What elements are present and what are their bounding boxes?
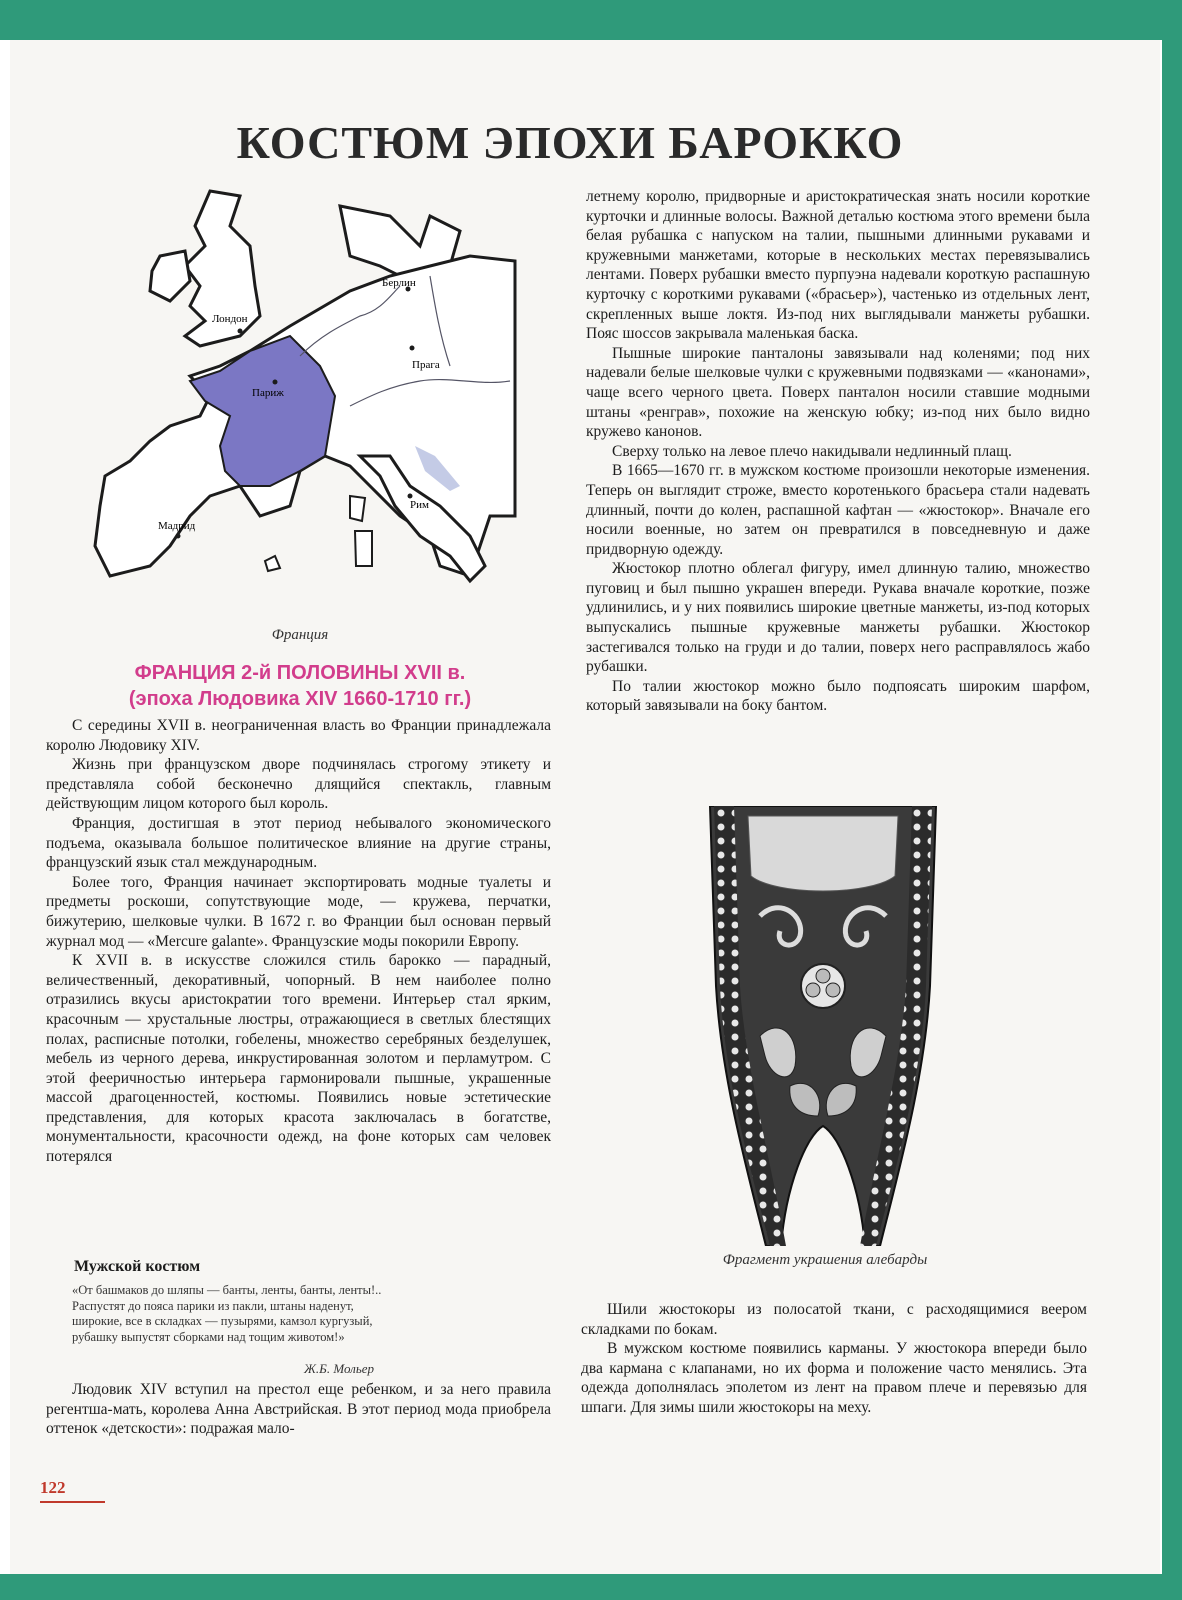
europe-map: [90, 186, 520, 616]
paragraph: Более того, Франция начинает экспортировать модные туалеты и предметы роскоши, сопутствующие моде, — кружева, перчатки, бижутерию, шелковые чулки. В 1672 г. во Франции был основан первый журнал мод — «Mercure galante». Французские моды покорили Европу.: [46, 873, 551, 950]
ornament-caption: Фрагмент украшения алебарды: [722, 1252, 928, 1268]
right-border-band: [1162, 0, 1182, 1600]
section-heading: [60, 660, 540, 712]
page-number: 122: [40, 1478, 66, 1497]
epigraph-quote: «От башмаков до шляпы — банты, ленты, банты, ленты!.. Распустят до пояса парики из пакли, штаны наденут, широкие, все в складках — пузырями, камзол кургузый, рубашку выпустят сборками над тощим животом!»: [72, 1283, 382, 1344]
city-dot-paris: [273, 380, 278, 385]
paragraph: летнему королю, придворные и аристократическая знать носили короткие курточки и длинные волосы. Важной деталью костюма этого времени была белая рубашка с напуском на талии, пышными длинными рукавами и кружевными манжетами, которые в нескольких местах перевязывались лентами. Поверх рубашки вместо пурпуэна надевали короткую распашную курточку с короткими рукавами («брасьер»), частенько из отдельных лент, скрепленных выше локтя. Из-под них выглядывали манжеты рубашки. Пояс шоссов закрывала маленькая баска.: [586, 188, 1090, 343]
right-column-text-bottom: [581, 1300, 1087, 1418]
section-heading-line2: (эпоха Людовика XIV 1660-1710 гг.): [128, 688, 472, 710]
paragraph: Жюстокор плотно облегал фигуру, имел длинную талию, множество пуговиц и был пышно украшен впереди. Рукава вначале короткие, позже удлинились, и у них появились широкие цветные манжеты, из-под которых выпускались пышные кружевные манжеты рубашки. Жюстокор застегивался только на груди и до талии, поверх него расправлялось жабо рубашки.: [586, 560, 1090, 676]
left-column-text: [46, 716, 551, 1167]
paragraph: Шили жюстокоры из полосатой ткани, с расходящимися веером складками по бокам.: [581, 1301, 1087, 1338]
paragraph: В 1665—1670 гг. в мужском костюме произошли некоторые изменения. Теперь он выглядит строже, вместо коротенького брасьера стали надевать длинный, почти до колен, распашной кафтан — «жюстокор». Вначале его носили военные, но затем он превратился в повседневную и даже придворную одежду.: [586, 462, 1090, 558]
paragraph: Сверху только на левое плечо накидывали недлинный плащ.: [612, 442, 1012, 460]
ornament-top-panel: [748, 816, 898, 891]
epigraph-author: Ж.Б. Мольер: [304, 1361, 375, 1376]
city-dot-madrid: [176, 534, 181, 539]
map-sardinia: [355, 531, 372, 566]
paragraph: В мужском костюме появились карманы. У жюстокора впереди было два кармана с клапанами, но их форма и положение часто менялись. Эта одежда дополнялась эполетом из лент на правом плече и перевязью для шпаги. Для зимы шили жюстокоры на меху.: [581, 1340, 1087, 1416]
top-border-band: [0, 0, 1182, 40]
paragraph: Жизнь при французском дворе подчинялась строгому этикету и представляла собой бесконечно длящийся спектакль, главным действующим лицом которого был король.: [46, 756, 551, 813]
page-number-rule: [40, 1501, 105, 1503]
paragraph: Людовик XIV вступил на престол еще ребенком, и за него правила регентша-мать, королева Анна Австрийская. В этот период мода приобрела оттенок «детскости»: подражая мало-: [46, 1381, 551, 1438]
city-dot-london: [238, 329, 243, 334]
mens-costume-heading: Мужской костюм: [74, 1258, 201, 1275]
right-column-text: [586, 187, 1090, 716]
city-dot-prague: [410, 346, 415, 351]
paragraph: С середины XVII в. неограниченная власть во Франции принадлежала королю Людовику XIV.: [46, 717, 551, 754]
paragraph: К XVII в. в искусстве сложился стиль барокко — парадный, величественный, декоративный, чопорный. В нем наиболее полно отразились вкусы аристократии того времени. Интерьер стал ярким, красочным — хрустальные люстры, отражающиеся в светлых блестящих полах, расписные потолки, гобелены, множество серебряных безделушек, мебель из черного дерева, инкрустированная золотом и перламутром. С этой фееричностью интерьера гармонировали пышные, украшенные массой драгоценностей, костюмы. Появились новые эстетические представления, для которых красота заключалась в богатстве, монументальности, красочности одежд, на фоне которых сам человек потерялся: [46, 952, 551, 1166]
bottom-border-band: [0, 1574, 1182, 1600]
halberd-ornament-illustration: [700, 806, 946, 1246]
city-label-paris: Париж: [252, 387, 284, 399]
city-label-prague: Прага: [412, 359, 440, 371]
city-label-rome: Рим: [410, 499, 429, 511]
map-corsica: [350, 496, 365, 521]
paragraph: Франция, достигшая в этот период небывалого экономического подъема, оказывала большое политическое влияние на другие страны, французский язык стал международным.: [46, 814, 551, 872]
mens-costume-text: [46, 1380, 551, 1439]
paragraph: Пышные широкие панталоны завязывали над коленями; под них надевали белые шелковые чулки с кружевными подвязками — «канонами», чаще всего черного цвета. Поверх панталон носили ставшие модными штаны «ренграв», похожие на женскую юбку; из-под них было видно кружево канонов.: [586, 344, 1090, 441]
city-dot-rome: [408, 494, 413, 499]
section-heading-line1: ФРАНЦИЯ 2-й ПОЛОВИНЫ XVII в.: [134, 662, 466, 684]
city-label-london: Лондон: [212, 313, 248, 325]
city-label-berlin: Берлин: [382, 277, 416, 289]
city-label-madrid: Мадрид: [158, 520, 196, 532]
page-title: КОСТЮМ ЭПОХИ БАРОККО: [236, 117, 904, 168]
paragraph: По талии жюстокор можно было подпоясать широким шарфом, который завязывали на боку бантом.: [586, 677, 1090, 715]
map-caption: Франция: [271, 627, 329, 643]
